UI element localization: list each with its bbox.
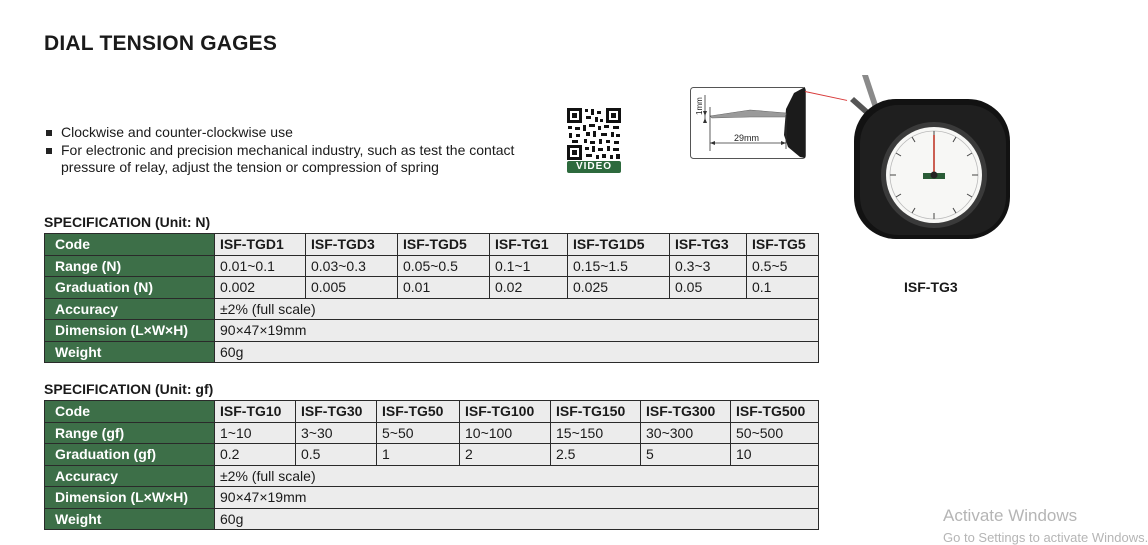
- activation-watermark-subtitle: Go to Settings to activate Windows.: [943, 530, 1148, 545]
- cell-code: ISF-TGD1: [215, 234, 306, 256]
- cell-accuracy: ±2% (full scale): [215, 465, 819, 487]
- cell-graduation: 0.002: [215, 277, 306, 299]
- cell-graduation: 0.005: [306, 277, 398, 299]
- diagram-length-label: 29mm: [734, 133, 760, 143]
- cell-dimension: 90×47×19mm: [215, 320, 819, 342]
- cell-code: ISF-TG5: [747, 234, 819, 256]
- cell-graduation: 5: [641, 444, 731, 466]
- bullet-icon: [46, 148, 52, 154]
- cell-range: 15~150: [551, 422, 641, 444]
- cell-code: ISF-TG1D5: [568, 234, 670, 256]
- cell-code: ISF-TG150: [551, 401, 641, 423]
- cell-graduation: 10: [731, 444, 819, 466]
- cell-range: 0.03~0.3: [306, 255, 398, 277]
- cell-graduation: 1: [377, 444, 460, 466]
- cell-graduation: 0.05: [670, 277, 747, 299]
- spec-n-title: SPECIFICATION (Unit: N): [44, 214, 211, 230]
- cell-range: 1~10: [215, 422, 296, 444]
- cell-weight: 60g: [215, 508, 819, 530]
- cell-range: 3~30: [296, 422, 377, 444]
- diagram-height-label: 1mm: [695, 97, 704, 115]
- table-row: [45, 255, 819, 277]
- cell-code: ISF-TG1: [490, 234, 568, 256]
- table-row: [45, 320, 819, 342]
- row-label-accuracy: Accuracy: [45, 465, 215, 487]
- feature-list: [44, 124, 551, 177]
- cell-dimension: 90×47×19mm: [215, 487, 819, 509]
- spec-table-gf: [44, 400, 819, 530]
- cell-graduation: 2: [460, 444, 551, 466]
- cell-graduation: 0.1: [747, 277, 819, 299]
- spec-table-n: [44, 233, 819, 363]
- cell-range: 0.01~0.1: [215, 255, 306, 277]
- probe-dimension-diagram: [690, 87, 806, 159]
- cell-code: ISF-TG300: [641, 401, 731, 423]
- cell-code: ISF-TGD3: [306, 234, 398, 256]
- table-row: [45, 508, 819, 530]
- row-label-dimension: Dimension (L×W×H): [45, 487, 215, 509]
- video-label: VIDEO: [567, 161, 621, 173]
- cell-range: 0.05~0.5: [398, 255, 490, 277]
- row-label-code: Code: [45, 234, 215, 256]
- row-label-graduation: Graduation (N): [45, 277, 215, 299]
- row-label-range: Range (N): [45, 255, 215, 277]
- table-row: [45, 444, 819, 466]
- row-label-dimension: Dimension (L×W×H): [45, 320, 215, 342]
- cell-code: ISF-TG100: [460, 401, 551, 423]
- page-title: DIAL TENSION GAGES: [44, 32, 278, 55]
- bullet-icon: [46, 130, 52, 136]
- cell-range: 30~300: [641, 422, 731, 444]
- cell-range: 0.15~1.5: [568, 255, 670, 277]
- cell-range: 0.5~5: [747, 255, 819, 277]
- row-label-code: Code: [45, 401, 215, 423]
- activation-watermark-title: Activate Windows: [943, 506, 1078, 525]
- table-row: [45, 487, 819, 509]
- cell-code: ISF-TG3: [670, 234, 747, 256]
- cell-weight: 60g: [215, 341, 819, 363]
- table-row: [45, 422, 819, 444]
- cell-graduation: 2.5: [551, 444, 641, 466]
- row-label-accuracy: Accuracy: [45, 298, 215, 320]
- cell-graduation: 0.2: [215, 444, 296, 466]
- product-caption: ISF-TG3: [904, 279, 958, 295]
- video-qr-code[interactable]: [566, 107, 622, 173]
- table-row: [45, 401, 819, 423]
- cell-range: 0.3~3: [670, 255, 747, 277]
- cell-range: 50~500: [731, 422, 819, 444]
- cell-graduation: 0.02: [490, 277, 568, 299]
- table-row: [45, 465, 819, 487]
- cell-graduation: 0.025: [568, 277, 670, 299]
- row-label-range: Range (gf): [45, 422, 215, 444]
- table-row: [45, 341, 819, 363]
- row-label-weight: Weight: [45, 508, 215, 530]
- cell-range: 5~50: [377, 422, 460, 444]
- table-row: [45, 277, 819, 299]
- cell-code: ISF-TG10: [215, 401, 296, 423]
- cell-range: 10~100: [460, 422, 551, 444]
- cell-accuracy: ±2% (full scale): [215, 298, 819, 320]
- row-label-graduation: Graduation (gf): [45, 444, 215, 466]
- cell-code: ISF-TGD5: [398, 234, 490, 256]
- cell-code: ISF-TG500: [731, 401, 819, 423]
- cell-graduation: 0.5: [296, 444, 377, 466]
- table-row: [45, 298, 819, 320]
- row-label-weight: Weight: [45, 341, 215, 363]
- cell-graduation: 0.01: [398, 277, 490, 299]
- spec-gf-title: SPECIFICATION (Unit: gf): [44, 381, 214, 397]
- cell-range: 0.1~1: [490, 255, 568, 277]
- cell-code: ISF-TG50: [377, 401, 460, 423]
- cell-code: ISF-TG30: [296, 401, 377, 423]
- dial-gage-photo: [840, 75, 1020, 271]
- feature-item: Clockwise and counter-clockwise use: [44, 124, 551, 142]
- qr-code-icon: [566, 107, 622, 161]
- feature-item: For electronic and precision mechanical industry, such as test the contact pressure of relay, adjust the tension or compression of spring: [44, 142, 551, 177]
- table-row: [45, 234, 819, 256]
